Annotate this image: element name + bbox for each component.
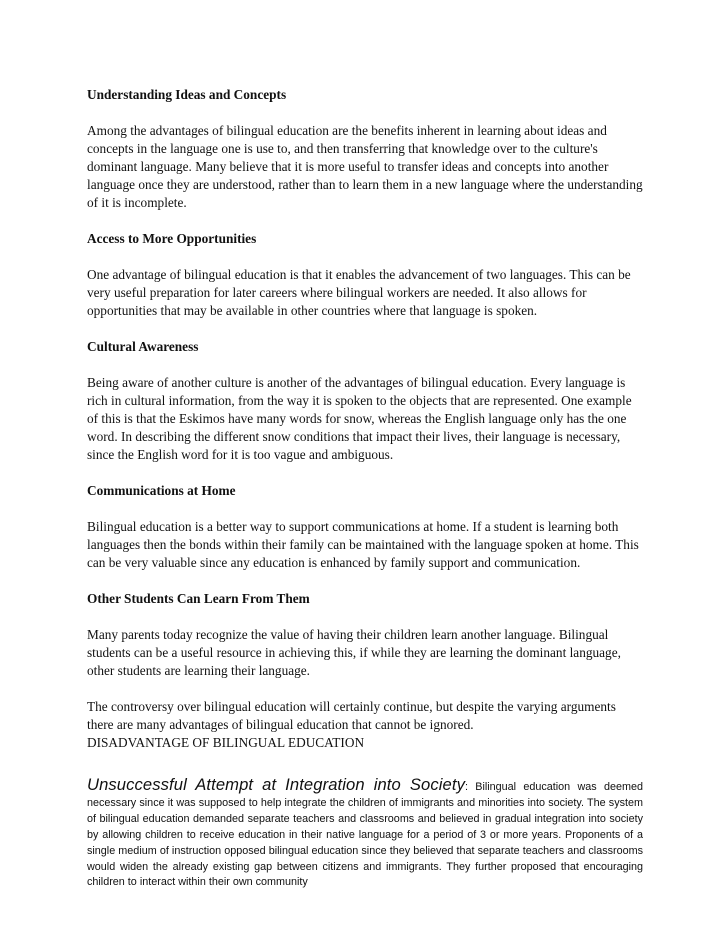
- section-cultural-awareness: [87, 338, 643, 464]
- section-heading: Understanding Ideas and Concepts: [87, 87, 287, 102]
- section-heading: Other Students Can Learn From Them: [87, 591, 310, 606]
- section-heading: Cultural Awareness: [87, 339, 199, 354]
- section-paragraph: Being aware of another culture is another of the advantages of bilingual education. Every language is rich in cultural information, from the way it is spoken to the objects that are represented. One example of this is that the Eskimos have many words for snow, whereas the English language only has the one word. In describing the different snow conditions that impact their lives, their language is necessary, since the English word for it is too vague and ambiguous.: [87, 375, 632, 462]
- disadvantage-separator: :: [464, 781, 468, 793]
- disadvantage-text: Bilingual education was deemed necessary since it was supposed to help integrate the children of immigrants and minorities into society. The system of bilingual education demanded separate teachers and classrooms and believed in gradual integration into society by allowing children to receive education in their native language for a period of 3 or more years. Proponents of a single medium of instruction opposed bilingual education since they believed that separate teachers and classrooms would widen the already existing gap between citizens and immigrants. They further proposed that encouraging children to interact within their own community: [87, 781, 643, 889]
- disadvantage-title: Unsuccessful Attempt at Integration into Society: [87, 775, 465, 794]
- section-paragraph: One advantage of bilingual education is that it enables the advancement of two languages. This can be very useful preparation for later careers where bilingual workers are needed. It also allows for opportunities that may be available in other countries where that language is spoken.: [87, 267, 631, 318]
- section-heading: Communications at Home: [87, 483, 236, 498]
- section-paragraph: Bilingual education is a better way to support communications at home. If a student is learning both languages then the bonds within their family can be maintained with the language spoken at home. This can be very valuable since any education is enhanced by family support and communication.: [87, 519, 639, 570]
- section-communications: [87, 482, 643, 572]
- section-paragraph: Many parents today recognize the value of having their children learn another language. Bilingual students can be a useful resource in achieving this, if while they are learning the dominant language, other students are learning their language.: [87, 627, 621, 678]
- conclusion-paragraph: The controversy over bilingual education will certainly continue, but despite the varying arguments there are many advantages of bilingual education that cannot be ignored.: [87, 699, 616, 732]
- section-heading: Access to More Opportunities: [87, 231, 257, 246]
- document-page: [87, 86, 643, 891]
- disadvantage-heading: DISADVANTAGE OF BILINGUAL EDUCATION: [87, 735, 365, 750]
- section-paragraph: Among the advantages of bilingual education are the benefits inherent in learning about ideas and concepts in the language one is use to, and then transferring that knowledge over to the culture's dominant language. Many believe that it is more useful to transfer ideas and concepts into another language once they are understood, rather than to learn them in a new language where the understanding of it is incomplete.: [87, 123, 643, 210]
- section-other-students: [87, 590, 643, 680]
- section-opportunities: [87, 230, 643, 320]
- section-understanding: [87, 86, 643, 212]
- disadvantage-paragraph: [87, 777, 643, 891]
